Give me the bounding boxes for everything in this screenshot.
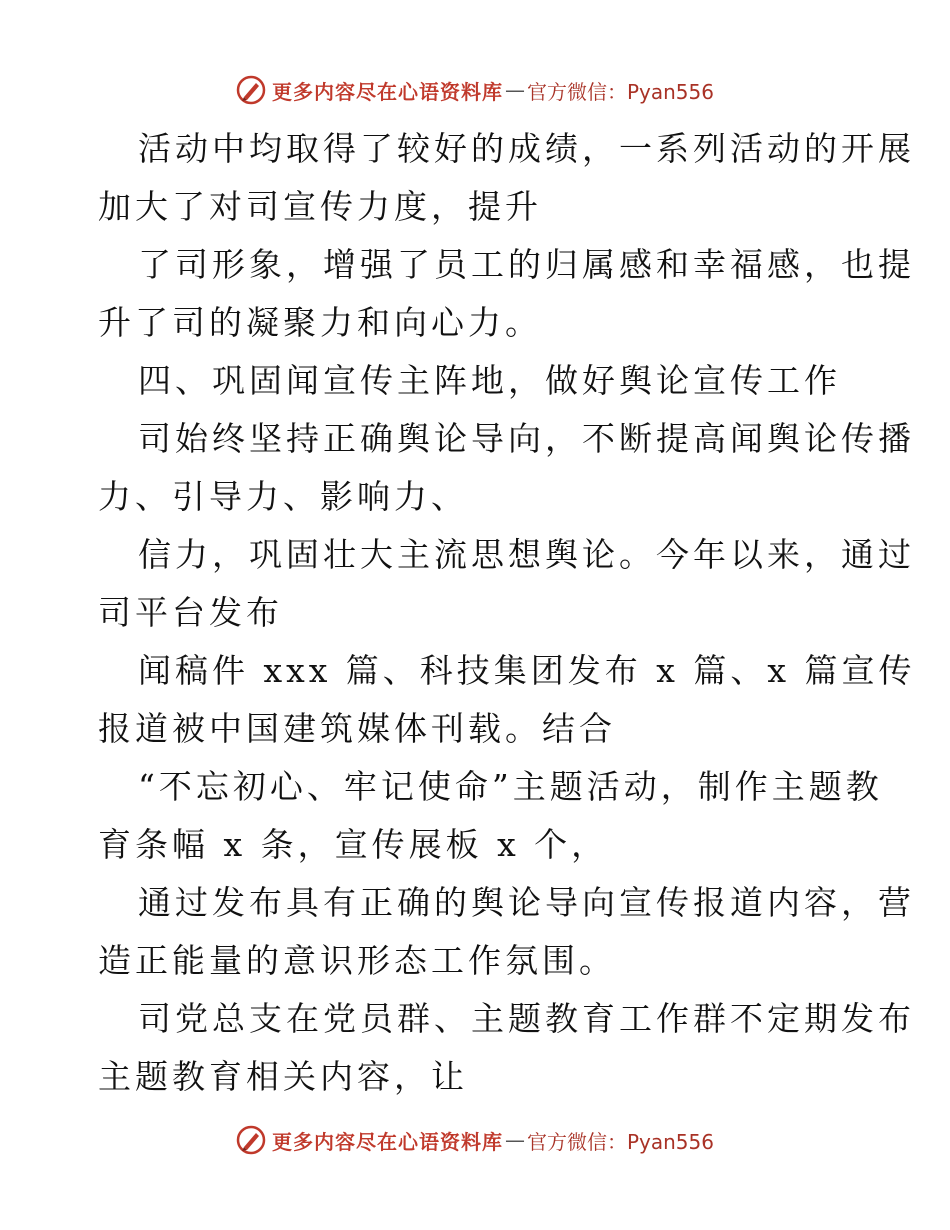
text-line: 加大了对司宣传力度，提升: [98, 187, 542, 226]
text-line: 造正能量的意识形态工作氛围。: [98, 941, 616, 980]
footer-watermark: [0, 1120, 950, 1160]
text-line: 司始终坚持正确舆论导向，不断提高闻舆论传播: [138, 419, 915, 458]
text-line: 报道被中国建筑媒体刊载。结合: [98, 709, 616, 748]
watermark-contact: 官方微信：Pyan556: [526, 1129, 714, 1154]
section-heading: 四、巩固闻宣传主阵地，做好舆论宣传工作: [138, 361, 841, 400]
text-line: 主题教育相关内容，让: [98, 1057, 468, 1096]
watermark-text: 更多内容尽在心语资料库: [271, 79, 503, 104]
text-line: 司平台发布: [98, 593, 283, 632]
text-line: 升了司的凝聚力和向心力。: [98, 303, 542, 342]
pen-logo-icon: [236, 75, 266, 105]
watermark-contact: 官方微信：Pyan556: [526, 79, 714, 104]
text-line: 信力，巩固壮大主流思想舆论。今年以来，通过: [138, 535, 915, 574]
text-line: 活动中均取得了较好的成绩，一系列活动的开展: [138, 129, 915, 168]
text-line: 了司形象，增强了员工的归属感和幸福感，也提: [138, 245, 915, 284]
watermark-separator: —: [504, 1128, 525, 1152]
document-body: [98, 120, 916, 1106]
text-line: “不忘初心、牢记使命”主题活动，制作主题教: [138, 767, 883, 806]
text-line: 司党总支在党员群、主题教育工作群不定期发布: [138, 999, 915, 1038]
text-line: 育条幅 x 条，宣传展板 x 个，: [98, 825, 609, 864]
watermark-text: 更多内容尽在心语资料库: [271, 1129, 503, 1154]
pen-logo-icon: [236, 1125, 266, 1155]
text-line: 力、引导力、影响力、: [98, 477, 468, 516]
watermark-separator: —: [504, 78, 525, 102]
text-line: 通过发布具有正确的舆论导向宣传报道内容，营: [138, 883, 915, 922]
text-line: 闻稿件 xxx 篇、科技集团发布 x 篇、x 篇宣传: [138, 651, 916, 690]
header-watermark: [0, 70, 950, 110]
